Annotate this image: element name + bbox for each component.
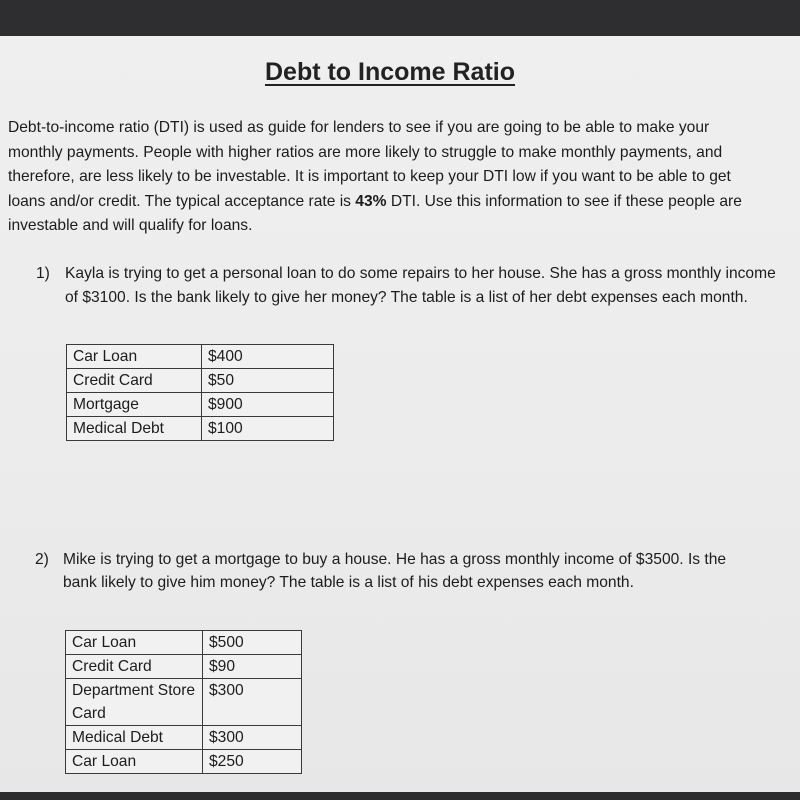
debt-item: Department Store Card (66, 679, 203, 726)
table-row (67, 345, 334, 369)
question-1-text: Kayla is trying to get a personal loan to do some repairs to her house. She has a gross monthly income of $3100. Is the bank likely to give her money? The table is a list of her debt expenses each month. (65, 265, 776, 306)
debt-item: Credit Card (67, 369, 202, 393)
debt-item: Car Loan (66, 631, 203, 655)
question-1-number: 1) (36, 265, 50, 282)
debt-amount: $300 (203, 679, 302, 726)
intro-bold-rate: 43% (355, 192, 387, 210)
debt-amount: $900 (202, 393, 334, 417)
debt-item: Credit Card (66, 655, 203, 679)
debt-item: Mortgage (67, 393, 202, 417)
debt-item: Car Loan (66, 750, 203, 774)
debt-amount: $500 (203, 631, 302, 655)
table-row (67, 417, 334, 441)
intro-paragraph (8, 116, 768, 239)
question-2-number: 2) (35, 551, 49, 568)
table-row (67, 369, 334, 393)
debt-item: Medical Debt (67, 417, 202, 441)
page-title: Debt to Income Ratio (264, 58, 515, 86)
worksheet-page (0, 36, 800, 800)
table-row (66, 655, 302, 679)
debt-amount: $250 (203, 750, 302, 774)
bottom-dark-band (0, 792, 800, 800)
table-row (66, 750, 302, 774)
question-1-debt-table (66, 344, 334, 441)
intro-text: Debt-to-income ratio (DTI) is used as guide for lenders to see if you are going to be able to make your monthly payments. People with higher ratios are more likely to struggle to make monthly payments, and therefore, are less likely to be investable. It is important to keep your DTI low if you want to be able to get loans and/or credit. The typical acceptance rate is (8, 119, 731, 210)
debt-amount: $50 (202, 369, 334, 393)
table-row (66, 726, 302, 750)
debt-amount: $300 (203, 726, 302, 750)
debt-item: Medical Debt (66, 726, 203, 750)
table-row (66, 679, 302, 726)
question-2-text: Mike is trying to get a mortgage to buy a house. He has a gross monthly income of $3500. Is the bank likely to give him money? The table is a list of his debt expenses each month. (63, 551, 727, 591)
table-row (67, 393, 334, 417)
debt-amount: $400 (202, 345, 334, 369)
debt-amount: $90 (203, 655, 302, 679)
question-2-debt-table (65, 630, 302, 774)
debt-amount: $100 (202, 417, 334, 441)
debt-item: Car Loan (67, 345, 202, 369)
intro-text-end: DTI. Use this information to see if these people are investable and will qualify for loans. (8, 192, 742, 234)
top-dark-bar (0, 0, 800, 36)
table-row (66, 631, 302, 655)
